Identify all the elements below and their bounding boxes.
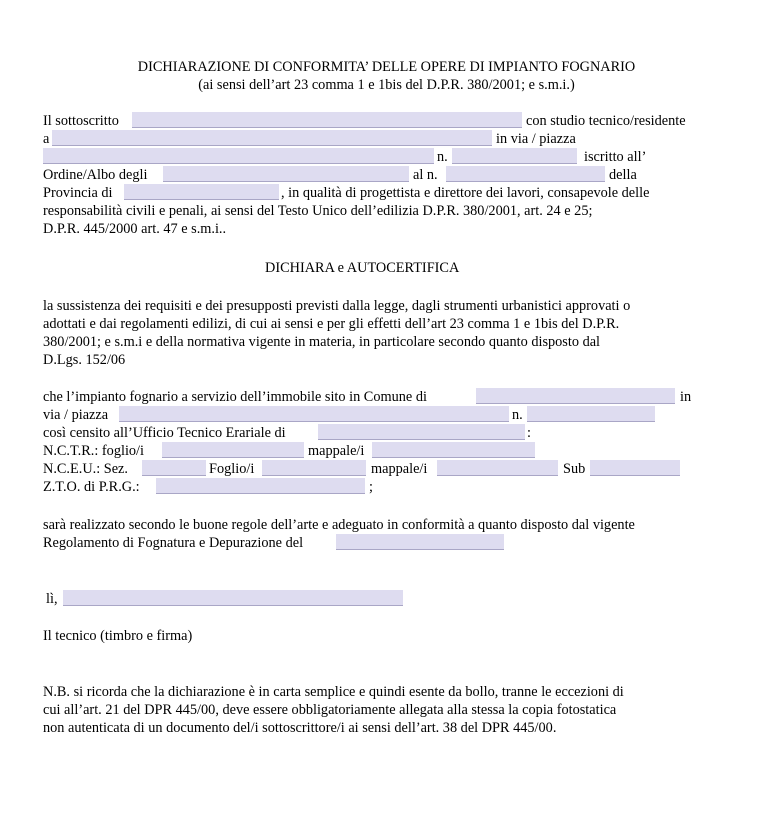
provincia-field[interactable] — [124, 184, 279, 200]
property-number-field[interactable] — [527, 406, 655, 422]
sub-field[interactable] — [590, 460, 680, 476]
comune-field[interactable] — [476, 388, 675, 404]
label-ordine-albo: Ordine/Albo degli — [43, 167, 148, 183]
label-n-property: n. — [512, 407, 523, 423]
label-zto: Z.T.O. di P.R.G.: — [43, 479, 140, 495]
street-field[interactable] — [43, 148, 434, 164]
label-in: in — [680, 389, 692, 405]
city-field[interactable] — [52, 130, 492, 146]
label-colon: : — [527, 425, 531, 441]
ordine-albo-field[interactable] — [163, 166, 409, 182]
note-line: cui all’art. 21 del DPR 445/00, deve essere obbligatoriamente allegata alla stessa la copia fotostatica — [43, 702, 617, 718]
label-nctr-foglio: N.C.T.R.: foglio/i — [43, 443, 145, 459]
section-heading: DICHIARA e AUTOCERTIFICA — [265, 260, 460, 276]
label-via-piazza: in via / piazza — [496, 131, 576, 147]
nceu-foglio-field[interactable] — [262, 460, 366, 476]
label-semicolon: ; — [369, 479, 373, 495]
label-provincia: Provincia di — [43, 185, 113, 201]
label-sottoscritto: Il sottoscritto — [43, 113, 119, 129]
document-title: DICHIARAZIONE DI CONFORMITA’ DELLE OPERE DI IMPIANTO FOGNARIO — [137, 59, 636, 75]
note-line: N.B. si ricorda che la dichiarazione è in carta semplice e quindi esente da bollo, tranne le eccezioni di — [43, 684, 624, 700]
paragraph-line: 380/2001; e s.m.i e della normativa vigente in materia, in particolare secondo quanto disposto dal — [43, 334, 601, 350]
label-ufficio-tecnico: così censito all’Ufficio Tecnico Erariale di — [43, 425, 286, 441]
label-place-date: lì, — [46, 591, 58, 607]
declarant-text-cont: , in qualità di progettista e direttore dei lavori, consapevole delle — [281, 185, 650, 201]
nctr-mappale-field[interactable] — [372, 442, 535, 458]
zto-field[interactable] — [156, 478, 365, 494]
registration-number-field[interactable] — [446, 166, 605, 182]
label-iscritto: iscritto all’ — [584, 149, 647, 165]
document-subtitle: (ai sensi dell’art 23 comma 1 e 1bis del D.P.R. 380/2001; e s.m.i.) — [198, 77, 575, 93]
declarant-text-line6: responsabilità civili e penali, ai sensi del Testo Unico dell’edilizia D.P.R. 380/2001, art. 24 e 25; — [43, 203, 593, 219]
note-line: non autenticata di un documento del/i sottoscrittore/i ai sensi dell’art. 38 del DPR 445/00. — [43, 720, 557, 736]
label-studio-tecnico: con studio tecnico/residente — [526, 113, 686, 129]
label-nceu-foglio: Foglio/i — [209, 461, 255, 477]
nctr-foglio-field[interactable] — [162, 442, 304, 458]
label-nctr-mappale: mappale/i — [308, 443, 365, 459]
label-nceu-mappale: mappale/i — [371, 461, 428, 477]
label-della: della — [609, 167, 637, 183]
paragraph-line: la sussistenza dei requisiti e dei presupposti previsti dalla legge, dagli strumenti urbanistici approvati o — [43, 298, 631, 314]
label-sub: Sub — [563, 461, 586, 477]
label-al-n: al n. — [413, 167, 438, 183]
place-date-field[interactable] — [63, 590, 403, 606]
property-street-field[interactable] — [119, 406, 509, 422]
regolamento-field[interactable] — [336, 534, 504, 550]
paragraph-line: adottati e dai regolamenti edilizi, di cui ai sensi e per gli effetti dell’art 23 comma 1 e 1bis del D.P.R. — [43, 316, 620, 332]
nceu-mappale-field[interactable] — [437, 460, 558, 476]
sottoscritto-field[interactable] — [132, 112, 522, 128]
label-via-piazza-property: via / piazza — [43, 407, 109, 423]
label-a: a — [43, 131, 50, 147]
paragraph-line: sarà realizzato secondo le buone regole dell’arte e adeguato in conformità a quanto disposto dal vigente — [43, 517, 635, 533]
label-n: n. — [437, 149, 448, 165]
street-number-field[interactable] — [452, 148, 577, 164]
signature-label: Il tecnico (timbro e firma) — [43, 628, 193, 644]
label-nceu-sez: N.C.E.U.: Sez. — [43, 461, 128, 477]
declarant-text-line7: D.P.R. 445/2000 art. 47 e s.m.i.. — [43, 221, 227, 237]
label-comune: che l’impianto fognario a servizio dell’immobile sito in Comune di — [43, 389, 427, 405]
ufficio-tecnico-field[interactable] — [318, 424, 525, 440]
label-regolamento: Regolamento di Fognatura e Depurazione del — [43, 535, 304, 551]
nceu-sez-field[interactable] — [142, 460, 206, 476]
paragraph-line: D.Lgs. 152/06 — [43, 352, 126, 368]
